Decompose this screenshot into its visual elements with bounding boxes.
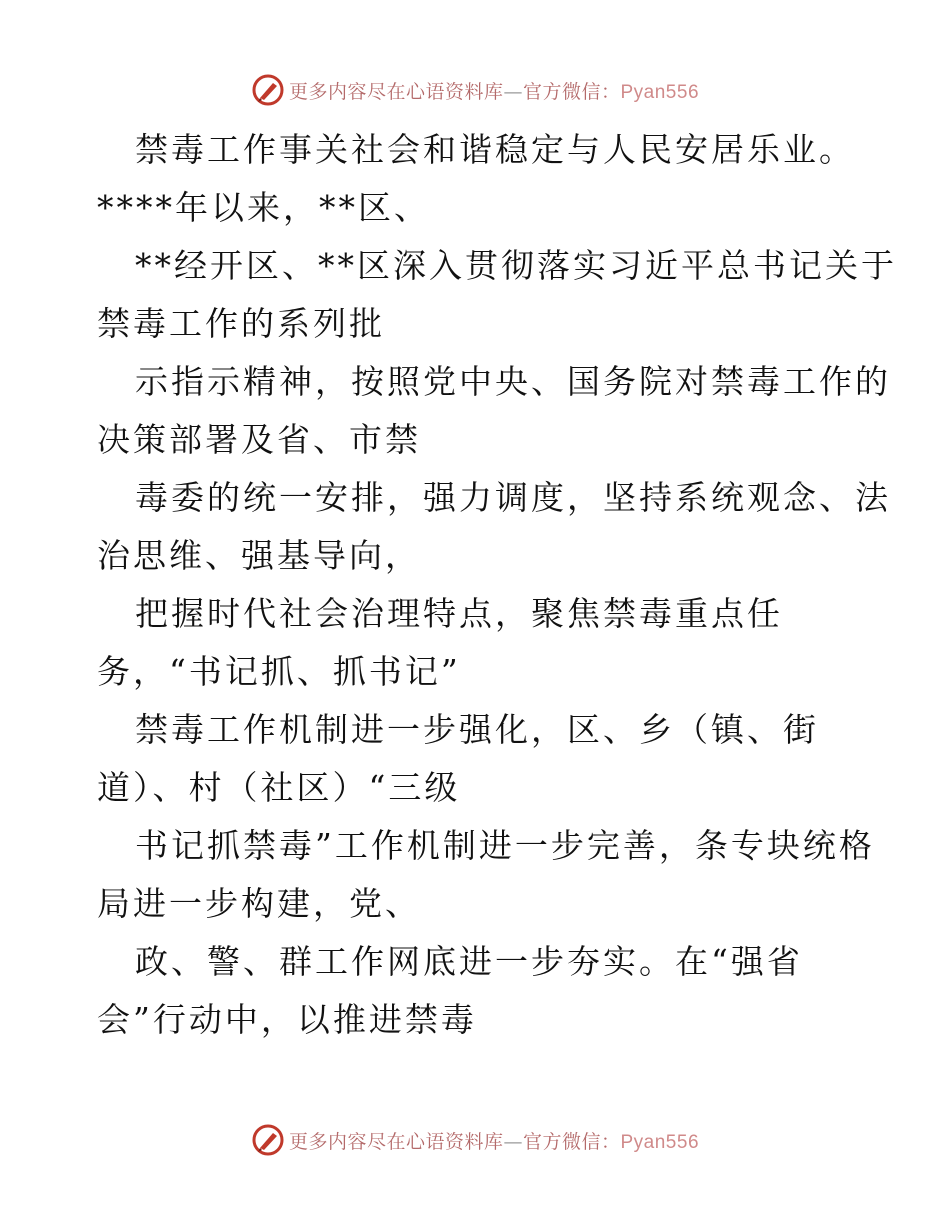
body-line: 禁毒工作事关社会和谐稳定与人民安居乐业。 — [135, 130, 855, 169]
body-line: 示指示精神，按照党中央、国务院对禁毒工作的 — [135, 362, 891, 401]
body-line: ****年以来，**区、 — [97, 188, 430, 227]
header-watermark — [0, 70, 950, 110]
footer-watermark — [0, 1120, 950, 1160]
header-watermark-text: 更多内容尽在心语资料库—官方微信：Pyan556 — [288, 80, 700, 103]
body-line: 局进一步构建，党、 — [97, 884, 421, 923]
body-line: 务，“书记抓、抓书记” — [97, 652, 461, 691]
body-line: 治思维、强基导向， — [97, 536, 421, 575]
body-line: 政、警、群工作网底进一步夯实。在“强省 — [135, 942, 803, 981]
body-line: 禁毒工作的系列批 — [97, 304, 385, 343]
body-line: 会”行动中，以推进禁毒 — [97, 1000, 477, 1039]
pen-logo-icon — [251, 1123, 285, 1157]
body-line: 决策部署及省、市禁 — [97, 420, 421, 459]
body-line: 毒委的统一安排，强力调度，坚持系统观念、法 — [135, 478, 891, 517]
body-line: 把握时代社会治理特点，聚焦禁毒重点任 — [135, 594, 783, 633]
pen-logo-icon — [251, 73, 285, 107]
body-line: 禁毒工作机制进一步强化，区、乡（镇、街 — [135, 710, 819, 749]
footer-watermark-text: 更多内容尽在心语资料库—官方微信：Pyan556 — [288, 1130, 700, 1153]
body-line: **经开区、**区深入贯彻落实习近平总书记关于 — [135, 246, 897, 285]
body-line: 书记抓禁毒”工作机制进一步完善，条专块统格 — [135, 826, 875, 865]
body-line: 道）、村（社区）“三级 — [97, 768, 461, 807]
